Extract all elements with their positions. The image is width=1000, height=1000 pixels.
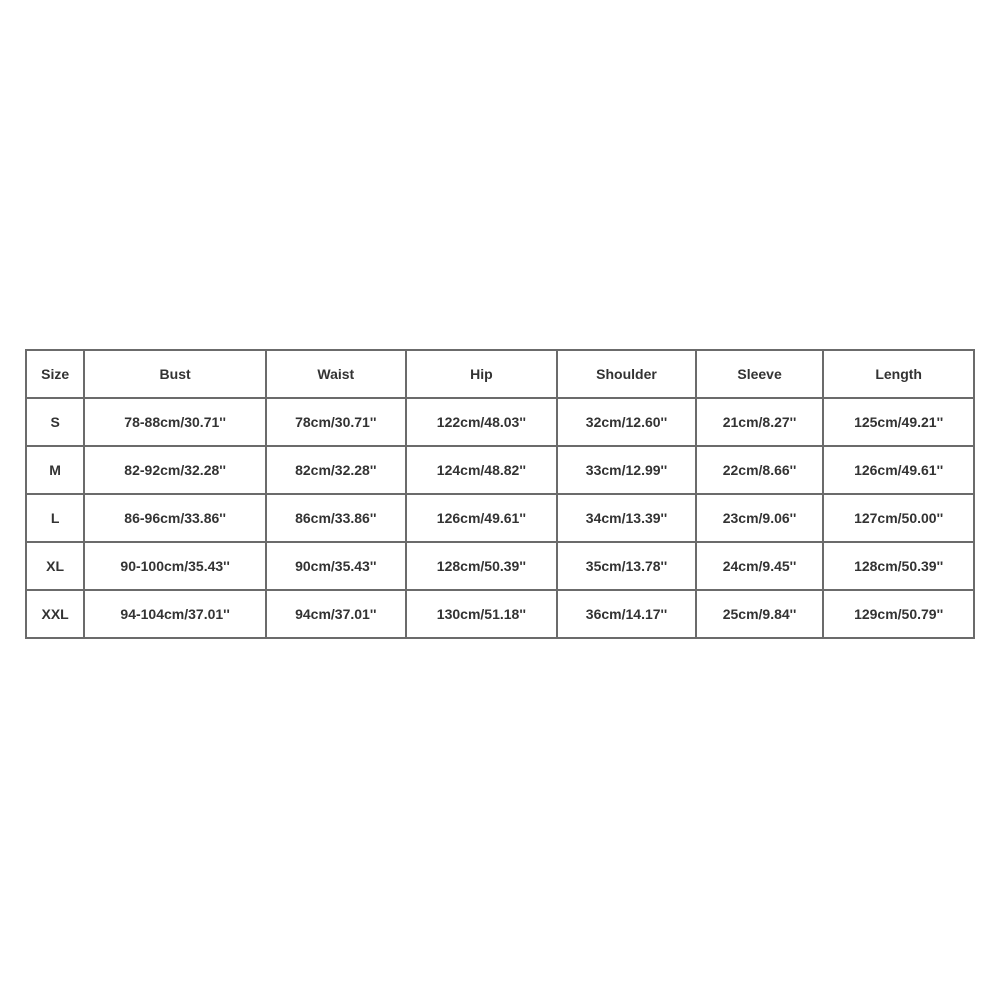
cell-hip: 122cm/48.03''	[406, 398, 558, 446]
header-shoulder: Shoulder	[557, 350, 696, 398]
header-hip: Hip	[406, 350, 558, 398]
cell-length: 128cm/50.39''	[823, 542, 974, 590]
header-size: Size	[26, 350, 84, 398]
cell-hip: 124cm/48.82''	[406, 446, 558, 494]
cell-size: M	[26, 446, 84, 494]
cell-waist: 86cm/33.86''	[266, 494, 406, 542]
cell-shoulder: 35cm/13.78''	[557, 542, 696, 590]
cell-hip: 130cm/51.18''	[406, 590, 558, 638]
cell-size: L	[26, 494, 84, 542]
cell-hip: 126cm/49.61''	[406, 494, 558, 542]
cell-length: 125cm/49.21''	[823, 398, 974, 446]
cell-waist: 90cm/35.43''	[266, 542, 406, 590]
cell-size: XXL	[26, 590, 84, 638]
cell-waist: 82cm/32.28''	[266, 446, 406, 494]
cell-bust: 90-100cm/35.43''	[84, 542, 266, 590]
table-row	[26, 398, 974, 446]
table-row	[26, 446, 974, 494]
cell-bust: 86-96cm/33.86''	[84, 494, 266, 542]
cell-shoulder: 34cm/13.39''	[557, 494, 696, 542]
cell-size: XL	[26, 542, 84, 590]
cell-length: 127cm/50.00''	[823, 494, 974, 542]
table-row	[26, 494, 974, 542]
cell-length: 129cm/50.79''	[823, 590, 974, 638]
header-length: Length	[823, 350, 974, 398]
size-chart-table	[25, 349, 975, 639]
cell-waist: 78cm/30.71''	[266, 398, 406, 446]
cell-length: 126cm/49.61''	[823, 446, 974, 494]
header-waist: Waist	[266, 350, 406, 398]
cell-sleeve: 23cm/9.06''	[696, 494, 824, 542]
header-bust: Bust	[84, 350, 266, 398]
cell-bust: 78-88cm/30.71''	[84, 398, 266, 446]
size-chart-body	[26, 398, 974, 638]
cell-sleeve: 24cm/9.45''	[696, 542, 824, 590]
header-sleeve: Sleeve	[696, 350, 824, 398]
cell-sleeve: 21cm/8.27''	[696, 398, 824, 446]
cell-shoulder: 36cm/14.17''	[557, 590, 696, 638]
cell-bust: 82-92cm/32.28''	[84, 446, 266, 494]
cell-shoulder: 33cm/12.99''	[557, 446, 696, 494]
cell-hip: 128cm/50.39''	[406, 542, 558, 590]
cell-bust: 94-104cm/37.01''	[84, 590, 266, 638]
header-row	[26, 350, 974, 398]
table-row	[26, 590, 974, 638]
size-chart-header	[26, 350, 974, 398]
table-row	[26, 542, 974, 590]
cell-sleeve: 25cm/9.84''	[696, 590, 824, 638]
cell-shoulder: 32cm/12.60''	[557, 398, 696, 446]
cell-waist: 94cm/37.01''	[266, 590, 406, 638]
cell-sleeve: 22cm/8.66''	[696, 446, 824, 494]
cell-size: S	[26, 398, 84, 446]
